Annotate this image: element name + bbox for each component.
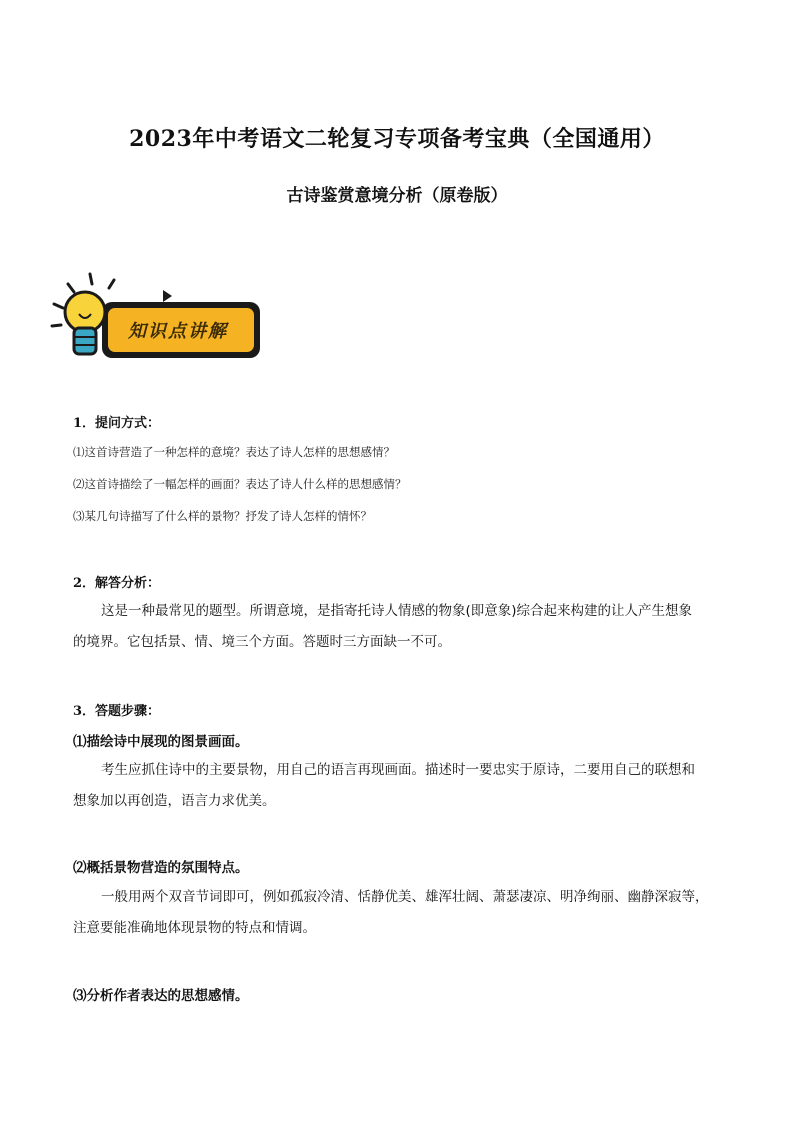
step-title: ⑴描绘诗中展现的图景画面。 [73,734,249,750]
section-heading: 3．答题步骤： [73,704,161,719]
section-heading: 2．解答分析： [73,576,161,591]
paragraph [73,882,733,944]
paragraph-line: 的境界。它包括景、情、境三个方面。答题时三方面缺一不可。 [73,634,451,650]
paragraph-line: 这是一种最常见的题型。所谓意境，是指寄托诗人情感的物象(即意象)综合起来构建的让人产生想象 [101,603,693,619]
question-item: ⑴这首诗营造了一种怎样的意境？表达了诗人怎样的思想感情？ [73,445,395,459]
page-subtitle: 古诗鉴赏意境分析（原卷版） [286,186,508,206]
step-title: ⑵概括景物营造的氛围特点。 [73,860,249,876]
knowledge-banner [48,270,266,366]
paragraph-line: 注意要能准确地体现景物的特点和情调。 [73,920,316,936]
paragraph [73,596,733,658]
paragraph-line: 考生应抓住诗中的主要景物，用自己的语言再现画面。描述时一要忠实于原诗，二要用自己的联想和 [101,762,695,778]
question-item: ⑵这首诗描绘了一幅怎样的画面？表达了诗人什么样的思想感情？ [73,477,407,491]
paragraph-line: 想象加以再创造，语言力求优美。 [73,793,276,809]
step-title: ⑶分析作者表达的思想感情。 [73,988,249,1004]
section-heading: 1．提问方式： [73,416,161,431]
paragraph-line: 一般用两个双音节词即可，例如孤寂冷清、恬静优美、雄浑壮阔、萧瑟凄凉、明净绚丽、幽静深寂等， [101,889,709,905]
page-title: 2023年中考语文二轮复习专项备考宝典（全国通用） [129,126,665,152]
paragraph [73,755,733,817]
question-item: ⑶某几句诗描写了什么样的景物？抒发了诗人怎样的情怀？ [73,509,372,523]
banner-label: 知识点讲解 [128,321,228,342]
